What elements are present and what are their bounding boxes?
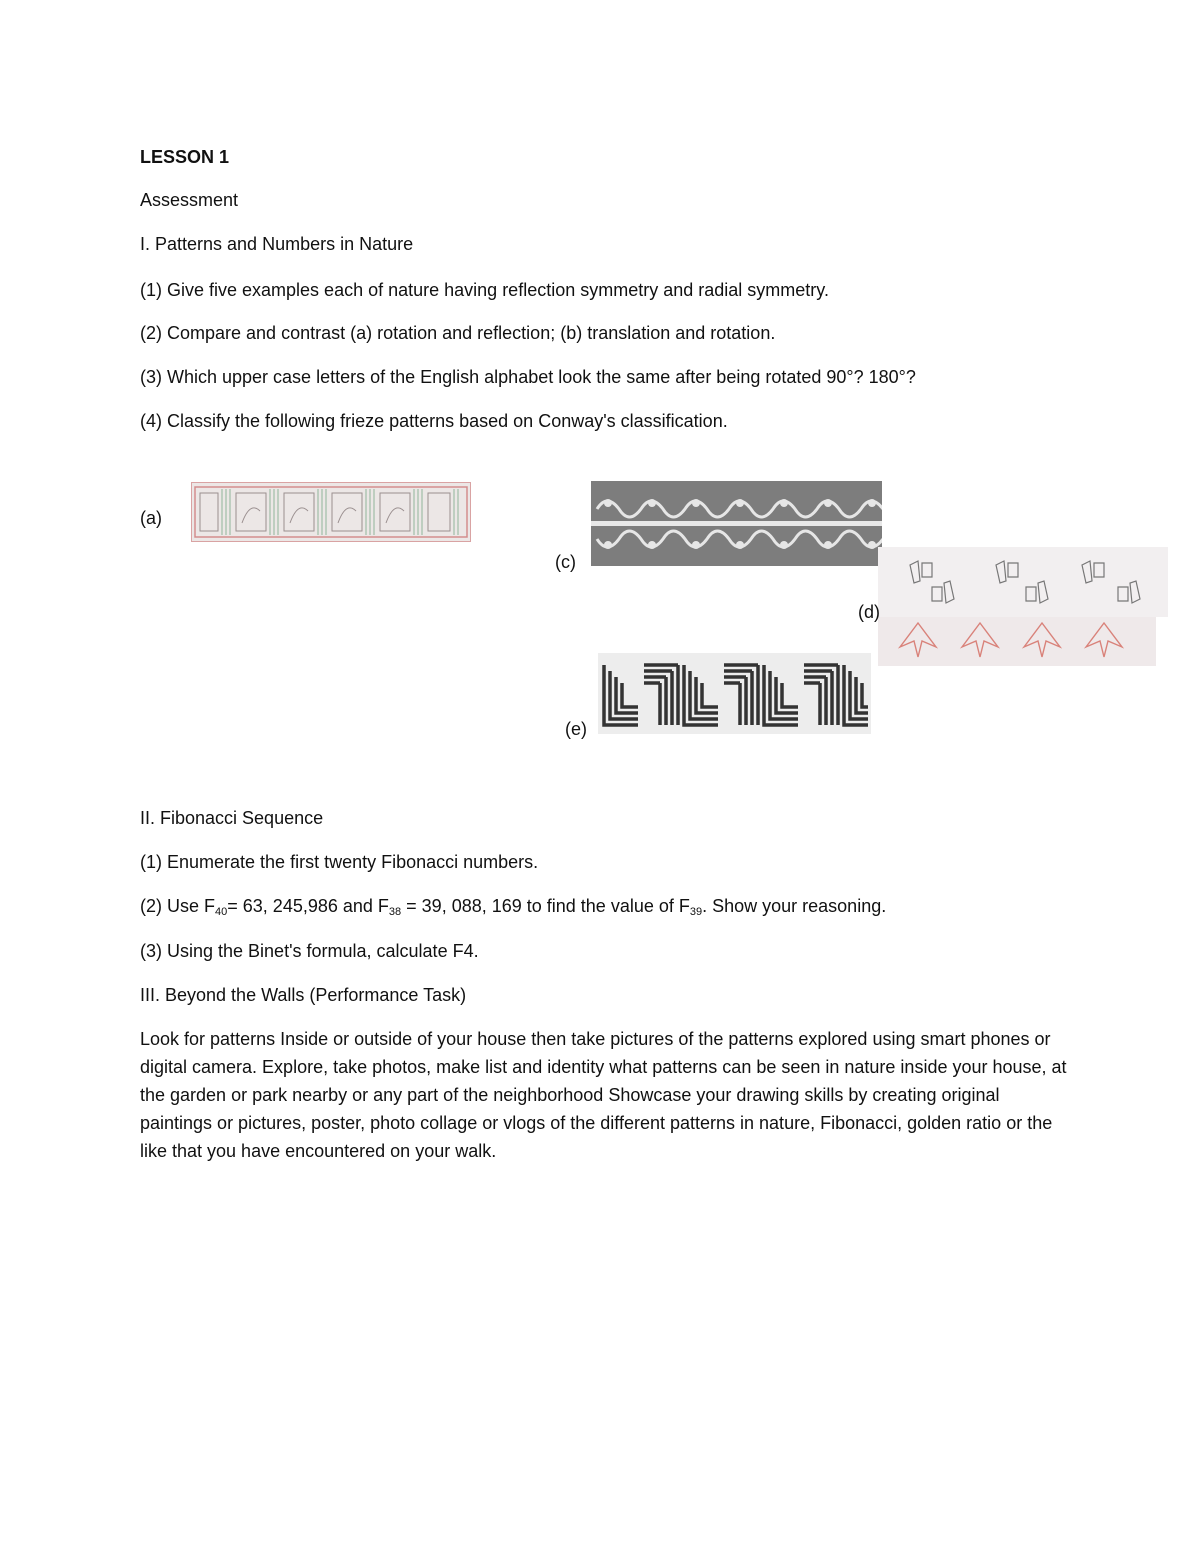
question-2-3: (3) Using the Binet's formula, calculate F4. (140, 941, 479, 961)
question-2-2-suffix: . Show your reasoning. (702, 896, 887, 916)
section-1-heading: I. Patterns and Numbers in Nature (140, 234, 414, 254)
question-2-2-prefix: (2) Use F (140, 896, 216, 916)
figure-label-a: (a) (140, 508, 162, 528)
question-1-4: (4) Classify the following frieze patterns based on Conway's classification. (140, 411, 728, 431)
subscript-40: 40 (215, 906, 228, 918)
frieze-pattern-d-top-image (878, 547, 1168, 617)
question-2-1: (1) Enumerate the first twenty Fibonacci numbers. (140, 852, 539, 872)
question-2-2-mid1: = 63, 245,986 and F (227, 896, 389, 916)
frieze-pattern-d-bottom-image (878, 617, 1156, 666)
subscript-39: 39 (689, 906, 703, 918)
figure-label-c: (c) (555, 552, 576, 572)
frieze-pattern-e-image (598, 653, 871, 734)
frieze-pattern-a-image (191, 482, 471, 542)
question-1-3: (3) Which upper case letters of the English alphabet look the same after being rotated 90°? 180°? (140, 367, 916, 387)
question-1-2: (2) Compare and contrast (a) rotation and reflection; (b) translation and rotation. (140, 323, 776, 343)
question-1-1: (1) Give five examples each of nature having reflection symmetry and radial symmetry. (140, 280, 829, 300)
performance-task-body: Look for patterns Inside or outside of your house then take pictures of the patterns explored using smart phones or digital camera. Explore, take photos, make list and identity what patterns can be seen in nature inside your house, at the garden or park nearby or any part of the neighborhood Showcase your drawing skills by creating original paintings or pictures, poster, photo collage or vlogs of the different patterns in nature, Fibonacci, golden ratio or the like that you have encountered on your walk. (140, 1029, 1067, 1161)
frieze-pattern-c-image (591, 481, 882, 566)
lesson-title: LESSON 1 (140, 147, 230, 167)
section-2-heading: II. Fibonacci Sequence (140, 808, 324, 828)
question-2-2-mid2: = 39, 088, 169 to find the value of F (401, 896, 690, 916)
figure-label-e: (e) (565, 719, 587, 739)
question-2-2 (140, 895, 886, 917)
subscript-38: 38 (388, 906, 402, 918)
assessment-heading: Assessment (140, 190, 239, 210)
section-3-heading: III. Beyond the Walls (Performance Task) (140, 985, 467, 1005)
figure-label-d: (d) (858, 602, 880, 622)
